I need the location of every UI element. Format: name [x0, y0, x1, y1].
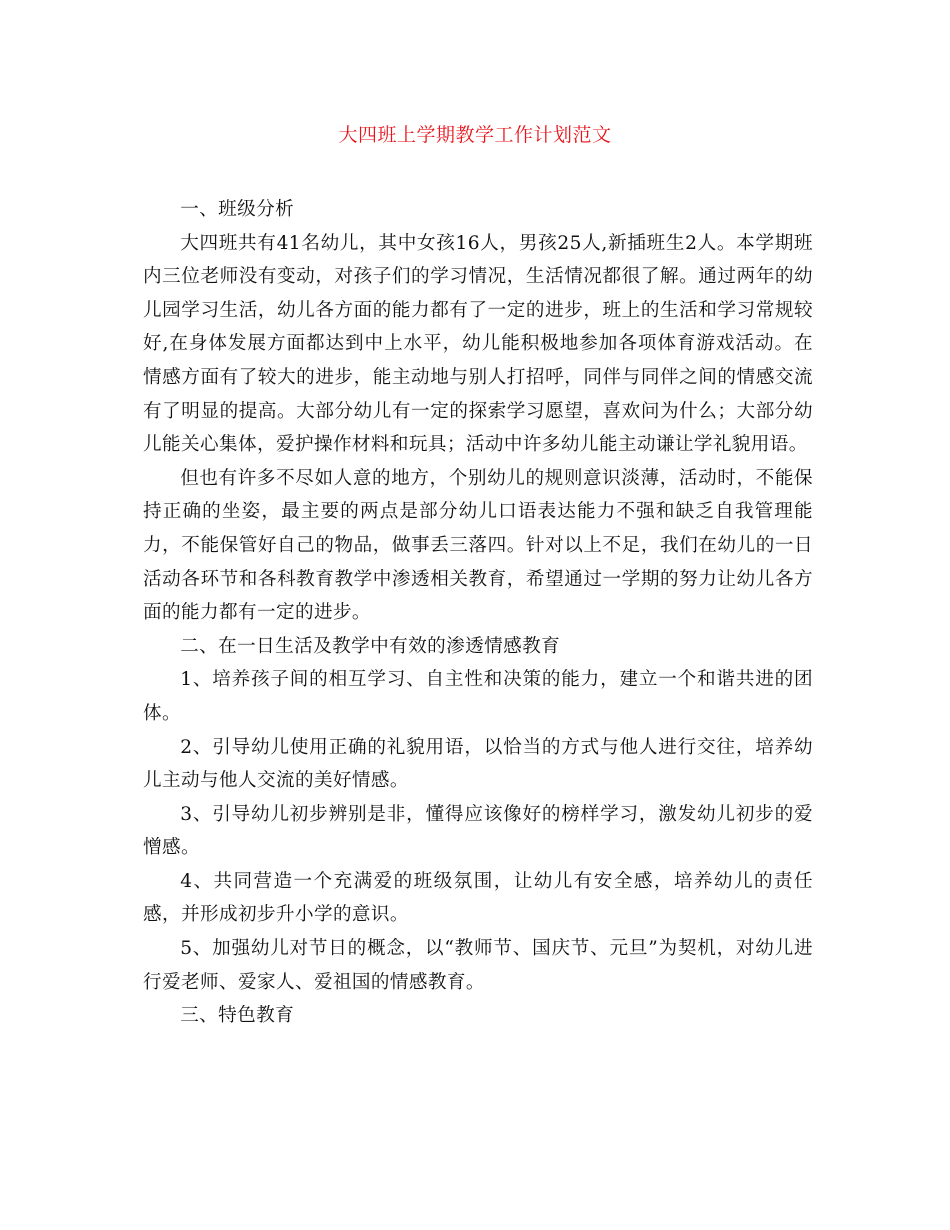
paragraph-shortcomings: 但也有许多不尽如人意的地方，个别幼儿的规则意识淡薄，活动时，不能保持正确的坐姿，最主要的两点是部分幼儿口语表达能力不强和缺乏自我管理能力，不能保管好自己的物品，做事丢三落四。针对以上不足，我们在幼儿的一日活动各环节和各科教育教学中渗透相关教育，希望通过一学期的努力让幼儿各方面的能力都有一定的进步。: [143, 467, 813, 624]
section-heading-special-education: 三、特色教育: [180, 1005, 295, 1027]
list-item-2: 2、引导幼儿使用正确的礼貌用语，以恰当的方式与他人进行交往，培养幼儿主动与他人交流的美好情感。: [143, 736, 813, 792]
list-item-3: 3、引导幼儿初步辨别是非，懂得应该像好的榜样学习，激发幼儿初步的爱憎感。: [143, 803, 813, 859]
paragraph-class-overview: 大四班共有41名幼儿，其中女孩16人，男孩25人,新插班生2人。本学期班内三位老师没有变动，对孩子们的学习情况，生活情况都很了解。通过两年的幼儿园学习生活，幼儿各方面的能力都有了一定的进步，班上的生活和学习常规较好,在身体发展方面都达到中上水平，幼儿能积极地参加各项体育游戏活动。在情感方面有了较大的进步，能主动地与别人打招呼，同伴与同伴之间的情感交流有了明显的提高。大部分幼儿有一定的探索学习愿望，喜欢问为什么；大部分幼儿能关心集体，爱护操作材料和玩具；活动中许多幼儿能主动谦让学礼貌用语。: [143, 232, 813, 456]
section-heading-emotional-education: 二、在一日生活及教学中有效的渗透情感教育: [180, 635, 561, 657]
document-title: 大四班上学期教学工作计划范文: [338, 124, 612, 146]
document-body: [143, 193, 813, 1033]
list-item-5: 5、加强幼儿对节日的概念，以“教师节、国庆节、元旦”为契机，对幼儿进行爱老师、爱家人、爱祖国的情感教育。: [143, 938, 813, 993]
section-heading-class-analysis: 一、班级分析: [180, 199, 295, 220]
list-item-1: 1、培养孩子间的相互学习、自主性和决策的能力，建立一个和谐共进的团体。: [143, 669, 813, 724]
list-item-4: 4、共同营造一个充满爱的班级氛围，让幼儿有安全感，培养幼儿的责任感，并形成初步升小学的意识。: [143, 870, 813, 926]
